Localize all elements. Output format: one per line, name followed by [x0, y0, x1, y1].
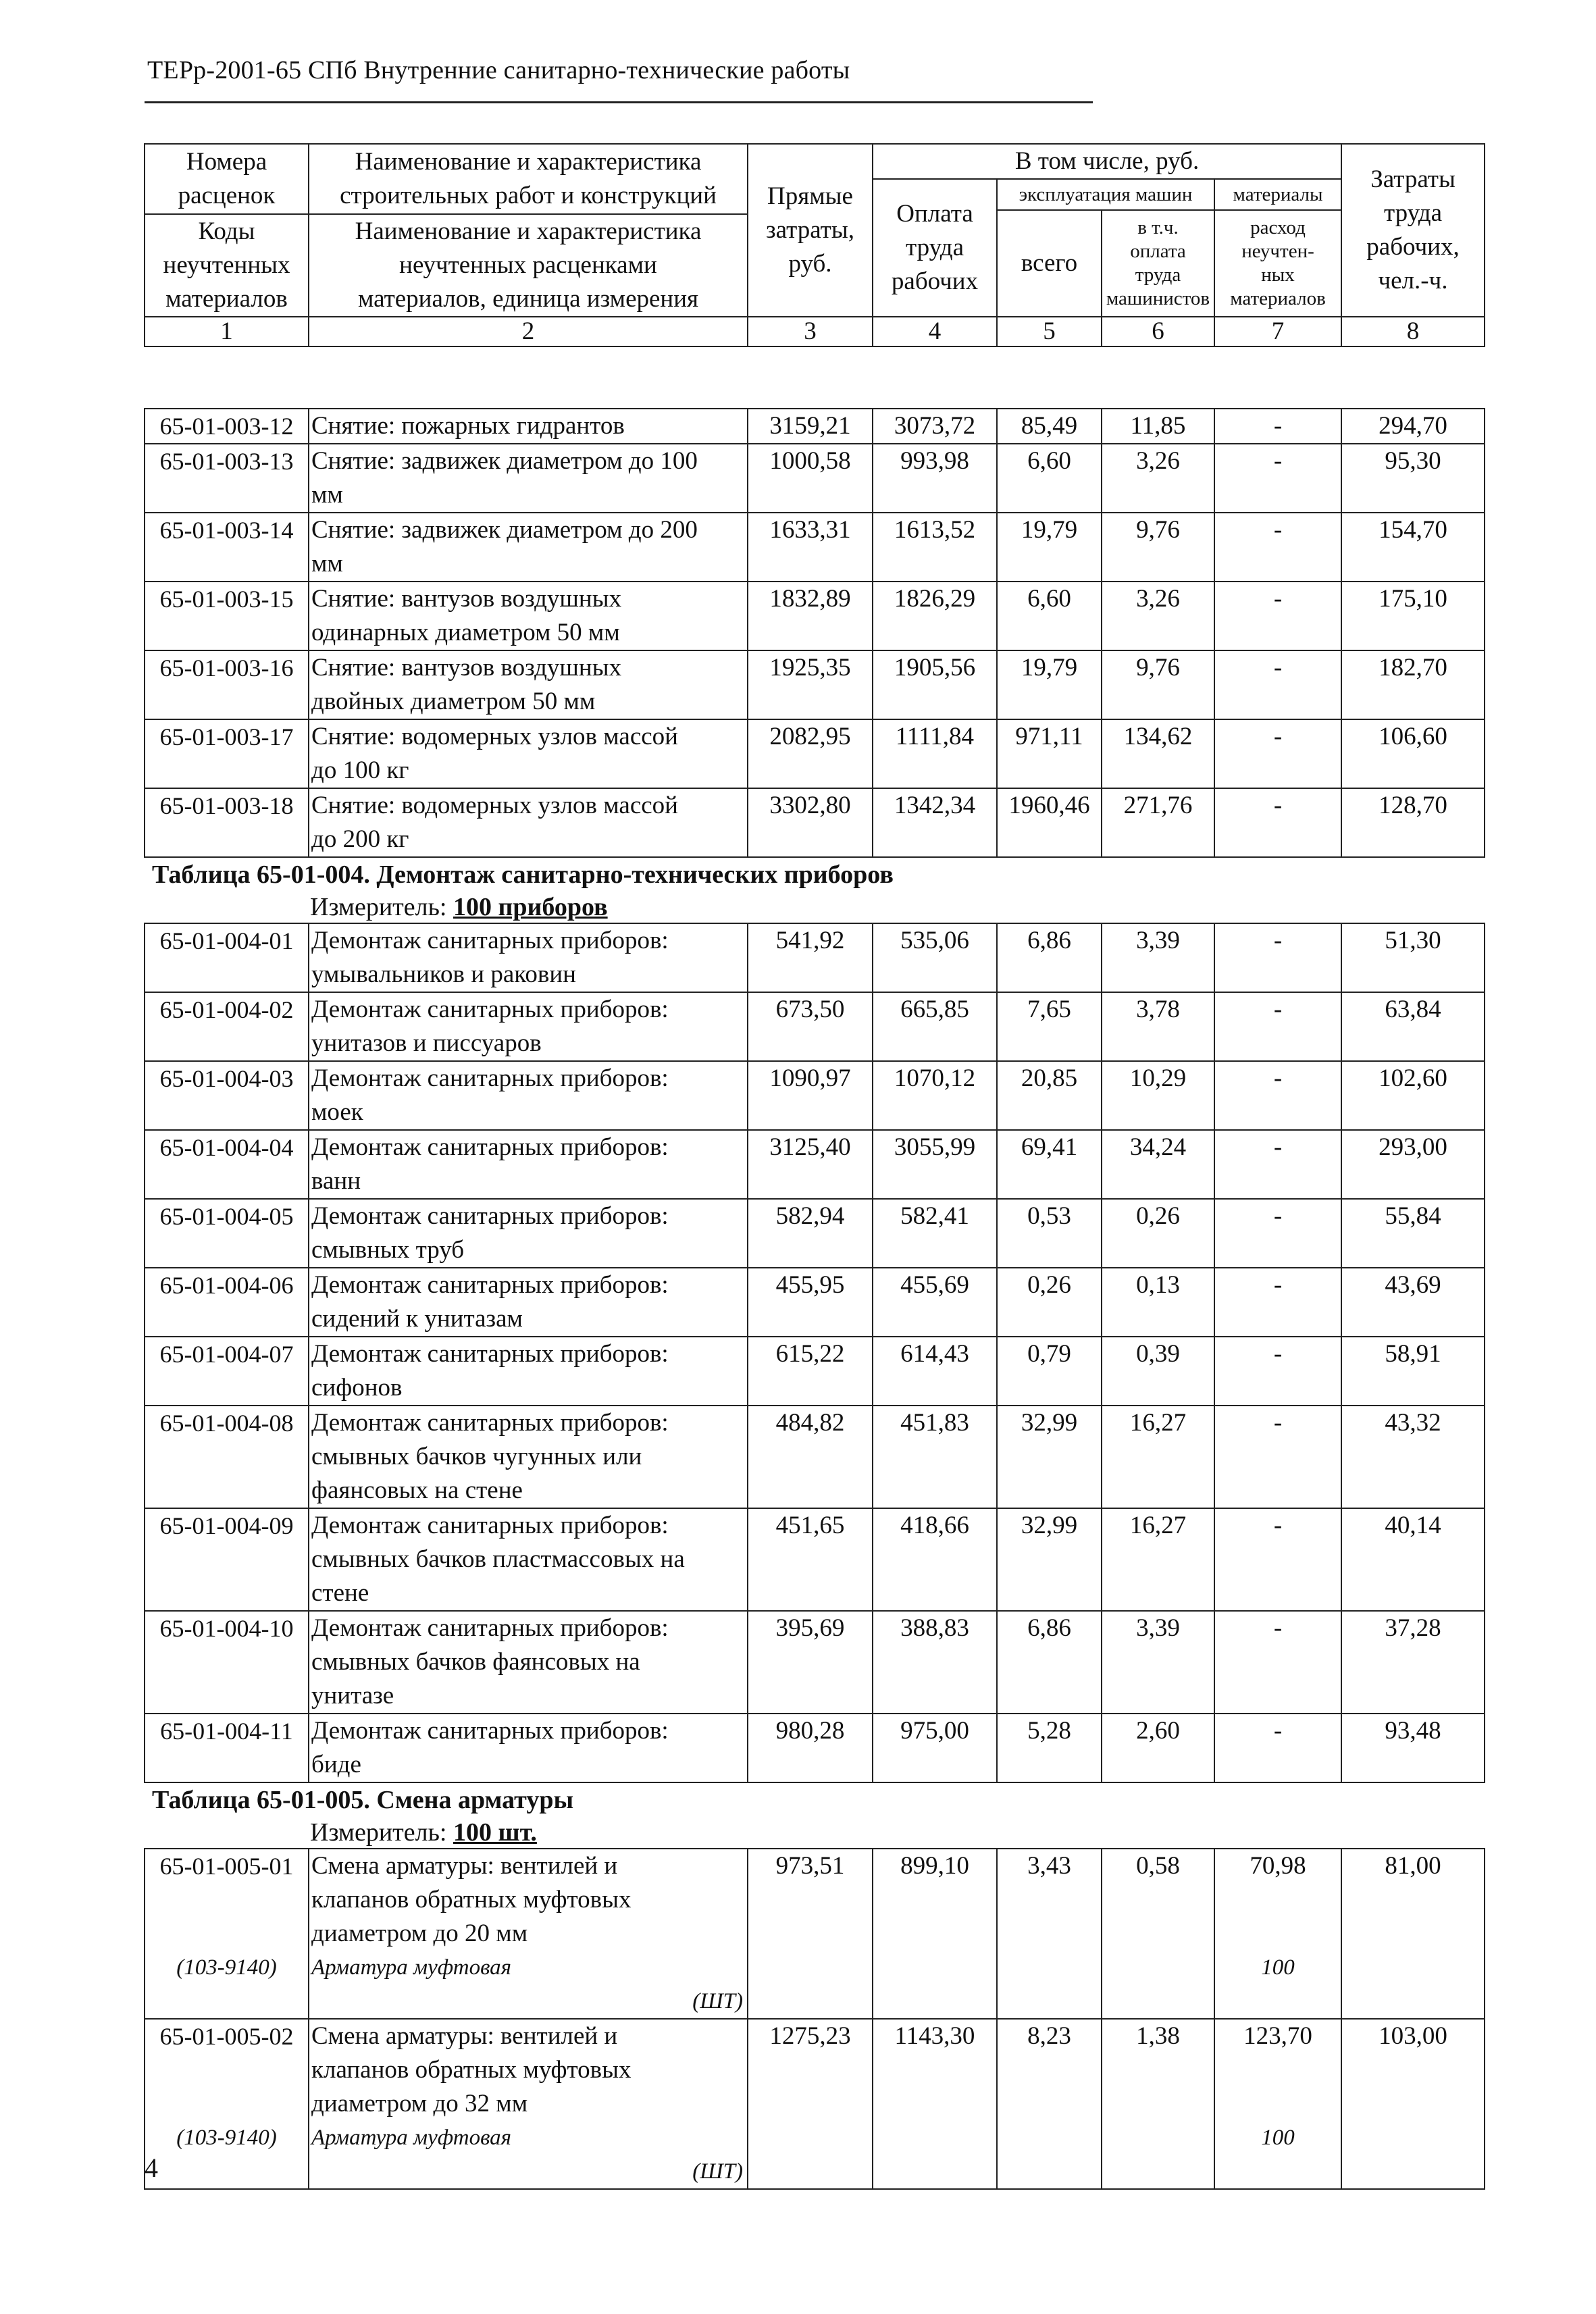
value-v3: 1000,58 — [748, 444, 873, 513]
value-v4: 388,83 — [873, 1611, 997, 1714]
header-col6: в т.ч. оплата труда машинистов — [1102, 210, 1214, 317]
value-v4: 535,06 — [873, 923, 997, 992]
value-v7: - — [1214, 1199, 1341, 1268]
header-col3: Прямые затраты, руб. — [748, 144, 873, 317]
rate-code: 65-01-003-13 — [145, 444, 309, 513]
header-materials: материалы — [1214, 179, 1341, 210]
value-v6: 10,29 — [1102, 1061, 1214, 1130]
work-name-line: Демонтаж санитарных приборов: — [311, 1717, 669, 1745]
header-machines: эксплуатация машин — [997, 179, 1214, 210]
work-name — [309, 1268, 748, 1337]
table-row — [145, 582, 1485, 650]
spacer-line — [1215, 2087, 1341, 2121]
value-v5: 6,86 — [997, 923, 1102, 992]
table-003 — [144, 408, 1485, 858]
header-col8: Затраты труда рабочих, чел.-ч. — [1341, 144, 1485, 317]
value-v4: 455,69 — [873, 1268, 997, 1337]
value-v5: 0,79 — [997, 1337, 1102, 1406]
value-v7: - — [1214, 1406, 1341, 1508]
work-name — [309, 992, 748, 1061]
col-number: 5 — [997, 317, 1102, 346]
work-name — [309, 923, 748, 992]
value-v3: 451,65 — [748, 1508, 873, 1611]
work-name-line: ванн — [311, 1167, 361, 1195]
value-v5: 19,79 — [997, 513, 1102, 582]
table-row — [145, 1714, 1485, 1782]
rate-code: 65-01-004-05 — [145, 1199, 309, 1268]
value-v8: 293,00 — [1341, 1130, 1485, 1199]
value-v5: 69,41 — [997, 1130, 1102, 1199]
col-number: 7 — [1214, 317, 1341, 346]
work-name-line: смывных бачков пластмассовых на — [311, 1545, 685, 1573]
value-v4: 582,41 — [873, 1199, 997, 1268]
spacer-line — [145, 2053, 308, 2087]
table-row — [145, 2019, 1485, 2189]
value-v6: 3,39 — [1102, 1611, 1214, 1714]
value-v5: 6,86 — [997, 1611, 1102, 1714]
value-v5: 7,65 — [997, 992, 1102, 1061]
work-name-line: смывных труб — [311, 1236, 465, 1264]
spacer-line — [145, 1984, 308, 2018]
table-row — [145, 788, 1485, 857]
value-v5: 971,11 — [997, 719, 1102, 788]
work-name-line: Смена арматуры: вентилей и — [311, 2022, 618, 2050]
column-header-table — [144, 143, 1485, 347]
work-name-line: клапанов обратных муфтовых — [311, 2056, 632, 2084]
value-v8: 154,70 — [1341, 513, 1485, 582]
value-v6: 1,38 — [1102, 2019, 1214, 2189]
spacer-line — [145, 1883, 308, 1917]
work-name — [309, 2019, 748, 2189]
header-col5: всего — [997, 210, 1102, 317]
table-row — [145, 1508, 1485, 1611]
value-v6: 0,26 — [1102, 1199, 1214, 1268]
value-v8: 43,69 — [1341, 1268, 1485, 1337]
value-v8: 128,70 — [1341, 788, 1485, 857]
work-name-line: Снятие: пожарных гидрантов — [311, 412, 625, 440]
value-v6: 0,58 — [1102, 1849, 1214, 2019]
value-v8: 95,30 — [1341, 444, 1485, 513]
value-v3: 484,82 — [748, 1406, 873, 1508]
spacer-line — [1215, 1917, 1341, 1951]
header-col7: расход неучтен- ных материалов — [1214, 210, 1341, 317]
value-v6: 16,27 — [1102, 1406, 1214, 1508]
work-name-line: мм — [311, 481, 343, 509]
value-v8: 58,91 — [1341, 1337, 1485, 1406]
value-v8: 40,14 — [1341, 1508, 1485, 1611]
work-name-line: сидений к унитазам — [311, 1305, 523, 1333]
value-v7: - — [1214, 1714, 1341, 1782]
value-v5: 85,49 — [997, 409, 1102, 444]
value-v7: - — [1214, 992, 1341, 1061]
rate-code: 65-01-003-16 — [145, 650, 309, 719]
work-name-line: Снятие: вантузов воздушных — [311, 585, 622, 613]
table-row — [145, 1406, 1485, 1508]
work-name-line: мм — [311, 550, 343, 577]
value-v3: 980,28 — [748, 1714, 873, 1782]
work-name — [309, 1337, 748, 1406]
work-name — [309, 1406, 748, 1508]
value-v5: 32,99 — [997, 1406, 1102, 1508]
rate-code: 65-01-004-03 — [145, 1061, 309, 1130]
value-v3: 1090,97 — [748, 1061, 873, 1130]
value-v6: 16,27 — [1102, 1508, 1214, 1611]
value-v8: 51,30 — [1341, 923, 1485, 992]
spacer-line — [145, 2087, 308, 2121]
value-v4: 1613,52 — [873, 513, 997, 582]
value-v4: 3055,99 — [873, 1130, 997, 1199]
material-qty: 100 — [1261, 2126, 1295, 2150]
work-name — [309, 513, 748, 582]
work-name — [309, 409, 748, 444]
value-v3: 1275,23 — [748, 2019, 873, 2189]
work-name-line: смывных бачков чугунных или — [311, 1443, 642, 1470]
rate-code: 65-01-004-01 — [145, 923, 309, 992]
value-v3: 455,95 — [748, 1268, 873, 1337]
work-name — [309, 1714, 748, 1782]
table-row — [145, 719, 1485, 788]
value-v7: 123,70 — [1243, 2022, 1312, 2050]
work-name-line: унитазе — [311, 1682, 394, 1709]
value-v6: 3,39 — [1102, 923, 1214, 992]
value-v3: 973,51 — [748, 1849, 873, 2019]
page-content — [144, 143, 1484, 2190]
table-row — [145, 992, 1485, 1061]
work-name-line: до 200 кг — [311, 825, 409, 853]
rate-code-cell — [145, 2019, 309, 2189]
spacer-line — [1215, 2053, 1341, 2087]
work-name-line: стене — [311, 1579, 369, 1607]
work-name-line: Демонтаж санитарных приборов: — [311, 1202, 669, 1230]
value-v7: - — [1214, 1268, 1341, 1337]
work-name-line: Демонтаж санитарных приборов: — [311, 1340, 669, 1368]
value-v4: 1905,56 — [873, 650, 997, 719]
work-name-line: биде — [311, 1751, 361, 1778]
header-col2-bottom: Наименование и характеристика неучтенных расценками материалов, единица измерения — [309, 214, 748, 317]
work-name-line: фаянсовых на стене — [311, 1476, 523, 1504]
value-v3: 3302,80 — [748, 788, 873, 857]
value-v4: 451,83 — [873, 1406, 997, 1508]
work-name — [309, 1130, 748, 1199]
value-v6: 3,26 — [1102, 582, 1214, 650]
col-number: 3 — [748, 317, 873, 346]
work-name-line: Демонтаж санитарных приборов: — [311, 1064, 669, 1092]
rate-code: 65-01-004-02 — [145, 992, 309, 1061]
value-v7: - — [1214, 1337, 1341, 1406]
value-v4: 665,85 — [873, 992, 997, 1061]
value-v6: 271,76 — [1102, 788, 1214, 857]
material-name: Арматура муфтовая — [311, 1955, 512, 1980]
value-v6: 11,85 — [1102, 409, 1214, 444]
value-v7: - — [1214, 719, 1341, 788]
value-v3: 1633,31 — [748, 513, 873, 582]
work-name — [309, 1849, 748, 2019]
work-name-line: унитазов и писсуаров — [311, 1029, 542, 1057]
value-v6: 0,39 — [1102, 1337, 1214, 1406]
table-row — [145, 409, 1485, 444]
value-v5: 0,53 — [997, 1199, 1102, 1268]
rate-code: 65-01-004-11 — [145, 1714, 309, 1782]
table-row — [145, 1337, 1485, 1406]
rate-code: 65-01-004-10 — [145, 1611, 309, 1714]
header-col4: Оплата труда рабочих — [873, 179, 997, 317]
work-name-line: до 100 кг — [311, 756, 409, 784]
spacer-line — [145, 2155, 308, 2188]
running-header: ТЕРр-2001-65 СПб Внутренние санитарно-технические работы — [147, 56, 850, 84]
material-unit: (ШТ) — [692, 2159, 743, 2184]
measure-005: Измеритель: 100 шт. — [310, 1818, 537, 1847]
work-name — [309, 788, 748, 857]
value-v7: - — [1214, 1508, 1341, 1611]
value-v5: 32,99 — [997, 1508, 1102, 1611]
work-name-line: умывальников и раковин — [311, 960, 576, 988]
work-name-line: Снятие: водомерных узлов массой — [311, 792, 678, 819]
rate-code: 65-01-004-06 — [145, 1268, 309, 1337]
work-name-line: Снятие: вантузов воздушных — [311, 654, 622, 682]
rate-code: 65-01-003-14 — [145, 513, 309, 582]
value-v8: 43,32 — [1341, 1406, 1485, 1508]
work-name — [309, 444, 748, 513]
col-number: 2 — [309, 317, 748, 346]
material-name: Арматура муфтовая — [311, 2126, 512, 2150]
value-v3: 3125,40 — [748, 1130, 873, 1199]
value-v5: 0,26 — [997, 1268, 1102, 1337]
value-v7: - — [1214, 1611, 1341, 1714]
materials-cell — [1214, 2019, 1341, 2189]
measure-004: Измеритель: 100 приборов — [310, 893, 608, 921]
value-v7: - — [1214, 444, 1341, 513]
work-name-line: Снятие: задвижек диаметром до 100 — [311, 447, 698, 475]
value-v4: 1070,12 — [873, 1061, 997, 1130]
value-v5: 5,28 — [997, 1714, 1102, 1782]
rate-code: 65-01-003-12 — [145, 409, 309, 444]
value-v4: 899,10 — [873, 1849, 997, 2019]
value-v5: 8,23 — [997, 2019, 1102, 2189]
rate-code: 65-01-004-07 — [145, 1337, 309, 1406]
value-v6: 3,78 — [1102, 992, 1214, 1061]
header-col2-top: Наименование и характеристика строительных работ и конструкций — [309, 144, 748, 214]
work-name-line: смывных бачков фаянсовых на — [311, 1648, 640, 1676]
rate-code: 65-01-005-02 — [159, 2023, 294, 2050]
value-v3: 2082,95 — [748, 719, 873, 788]
value-v3: 395,69 — [748, 1611, 873, 1714]
work-name — [309, 1611, 748, 1714]
work-name — [309, 650, 748, 719]
value-v6: 34,24 — [1102, 1130, 1214, 1199]
value-v8: 106,60 — [1341, 719, 1485, 788]
value-v5: 1960,46 — [997, 788, 1102, 857]
work-name-line: Демонтаж санитарных приборов: — [311, 1409, 669, 1437]
work-name-line: Демонтаж санитарных приборов: — [311, 1271, 669, 1299]
value-v7: - — [1214, 1061, 1341, 1130]
rate-code: 65-01-003-18 — [145, 788, 309, 857]
spacer-line — [145, 1917, 308, 1951]
work-name-line: Демонтаж санитарных приборов: — [311, 996, 669, 1023]
work-name — [309, 582, 748, 650]
value-v4: 1143,30 — [873, 2019, 997, 2189]
value-v6: 9,76 — [1102, 513, 1214, 582]
value-v5: 3,43 — [997, 1849, 1102, 2019]
value-v8: 63,84 — [1341, 992, 1485, 1061]
materials-cell — [1214, 1849, 1341, 2019]
table-row — [145, 513, 1485, 582]
value-v3: 1925,35 — [748, 650, 873, 719]
value-v5: 20,85 — [997, 1061, 1102, 1130]
header-col1-bottom: Коды неучтенных материалов — [145, 214, 309, 317]
work-name-line: клапанов обратных муфтовых — [311, 1886, 632, 1913]
header-rule — [145, 101, 1093, 103]
value-v4: 418,66 — [873, 1508, 997, 1611]
rate-code: 65-01-004-08 — [145, 1406, 309, 1508]
value-v4: 614,43 — [873, 1337, 997, 1406]
spacer-line — [1215, 1883, 1341, 1917]
work-name — [309, 1508, 748, 1611]
value-v4: 3073,72 — [873, 409, 997, 444]
header-col1-top: Номера расценок — [145, 144, 309, 214]
value-v7: - — [1214, 1130, 1341, 1199]
value-v8: 175,10 — [1341, 582, 1485, 650]
table-gap — [144, 347, 1484, 408]
work-name-line: диаметром до 32 мм — [311, 2090, 528, 2117]
work-name-line: двойных диаметром 50 мм — [311, 688, 596, 715]
value-v5: 6,60 — [997, 582, 1102, 650]
material-code: (103-9140) — [176, 1955, 277, 1980]
work-name-line: Снятие: задвижек диаметром до 200 — [311, 516, 698, 544]
col-number: 6 — [1102, 317, 1214, 346]
value-v8: 81,00 — [1341, 1849, 1485, 2019]
value-v8: 103,00 — [1341, 2019, 1485, 2189]
value-v4: 975,00 — [873, 1714, 997, 1782]
value-v7: - — [1214, 409, 1341, 444]
work-name-line: Снятие: водомерных узлов массой — [311, 723, 678, 750]
value-v7: - — [1214, 923, 1341, 992]
value-v8: 102,60 — [1341, 1061, 1485, 1130]
col-number: 8 — [1341, 317, 1485, 346]
rate-code: 65-01-005-01 — [159, 1853, 294, 1880]
rate-code: 65-01-004-09 — [145, 1508, 309, 1611]
col-number: 1 — [145, 317, 309, 346]
work-name-line: одинарных диаметром 50 мм — [311, 619, 620, 646]
page-number: 4 — [145, 2153, 158, 2183]
value-v3: 1832,89 — [748, 582, 873, 650]
table-row — [145, 923, 1485, 992]
value-v8: 93,48 — [1341, 1714, 1485, 1782]
work-name-line: Смена арматуры: вентилей и — [311, 1852, 618, 1880]
value-v5: 19,79 — [997, 650, 1102, 719]
work-name-line: моек — [311, 1098, 363, 1126]
rate-code: 65-01-003-15 — [145, 582, 309, 650]
table-row — [145, 444, 1485, 513]
value-v7: - — [1214, 513, 1341, 582]
value-v7: 70,98 — [1250, 1852, 1306, 1880]
value-v3: 673,50 — [748, 992, 873, 1061]
table-row — [145, 1611, 1485, 1714]
value-v3: 582,94 — [748, 1199, 873, 1268]
value-v7: - — [1214, 650, 1341, 719]
rate-code: 65-01-003-17 — [145, 719, 309, 788]
value-v3: 541,92 — [748, 923, 873, 992]
work-name — [309, 719, 748, 788]
work-name-line: сифонов — [311, 1374, 403, 1402]
value-v6: 0,13 — [1102, 1268, 1214, 1337]
value-v7: - — [1214, 582, 1341, 650]
material-qty: 100 — [1261, 1955, 1295, 1980]
value-v6: 3,26 — [1102, 444, 1214, 513]
header-incl: В том числе, руб. — [873, 144, 1341, 179]
rate-code-cell — [145, 1849, 309, 2019]
value-v8: 55,84 — [1341, 1199, 1485, 1268]
value-v7: - — [1214, 788, 1341, 857]
value-v8: 182,70 — [1341, 650, 1485, 719]
table-row — [145, 1061, 1485, 1130]
work-name — [309, 1061, 748, 1130]
value-v3: 3159,21 — [748, 409, 873, 444]
value-v4: 1342,34 — [873, 788, 997, 857]
value-v8: 294,70 — [1341, 409, 1485, 444]
work-name-line: Демонтаж санитарных приборов: — [311, 1512, 669, 1539]
table-row — [145, 650, 1485, 719]
value-v6: 134,62 — [1102, 719, 1214, 788]
table-row — [145, 1849, 1485, 2019]
table-row — [145, 1199, 1485, 1268]
value-v4: 993,98 — [873, 444, 997, 513]
table-caption-005: Таблица 65-01-005. Смена арматуры — [152, 1786, 574, 1814]
value-v4: 1826,29 — [873, 582, 997, 650]
value-v3: 615,22 — [748, 1337, 873, 1406]
material-unit: (ШТ) — [692, 1989, 743, 2013]
work-name-line: диаметром до 20 мм — [311, 1920, 528, 1947]
table-005 — [144, 1848, 1485, 2190]
rate-code: 65-01-004-04 — [145, 1130, 309, 1199]
material-code: (103-9140) — [176, 2126, 277, 2150]
table-caption-004: Таблица 65-01-004. Демонтаж санитарно-технических приборов — [152, 860, 894, 889]
table-row — [145, 1268, 1485, 1337]
table-row — [145, 1130, 1485, 1199]
work-name — [309, 1199, 748, 1268]
table-004 — [144, 923, 1485, 1783]
work-name-line: Демонтаж санитарных приборов: — [311, 1614, 669, 1642]
col-number: 4 — [873, 317, 997, 346]
value-v6: 2,60 — [1102, 1714, 1214, 1782]
value-v8: 37,28 — [1341, 1611, 1485, 1714]
work-name-line: Демонтаж санитарных приборов: — [311, 1133, 669, 1161]
value-v6: 9,76 — [1102, 650, 1214, 719]
value-v5: 6,60 — [997, 444, 1102, 513]
work-name-line: Демонтаж санитарных приборов: — [311, 927, 669, 954]
value-v4: 1111,84 — [873, 719, 997, 788]
